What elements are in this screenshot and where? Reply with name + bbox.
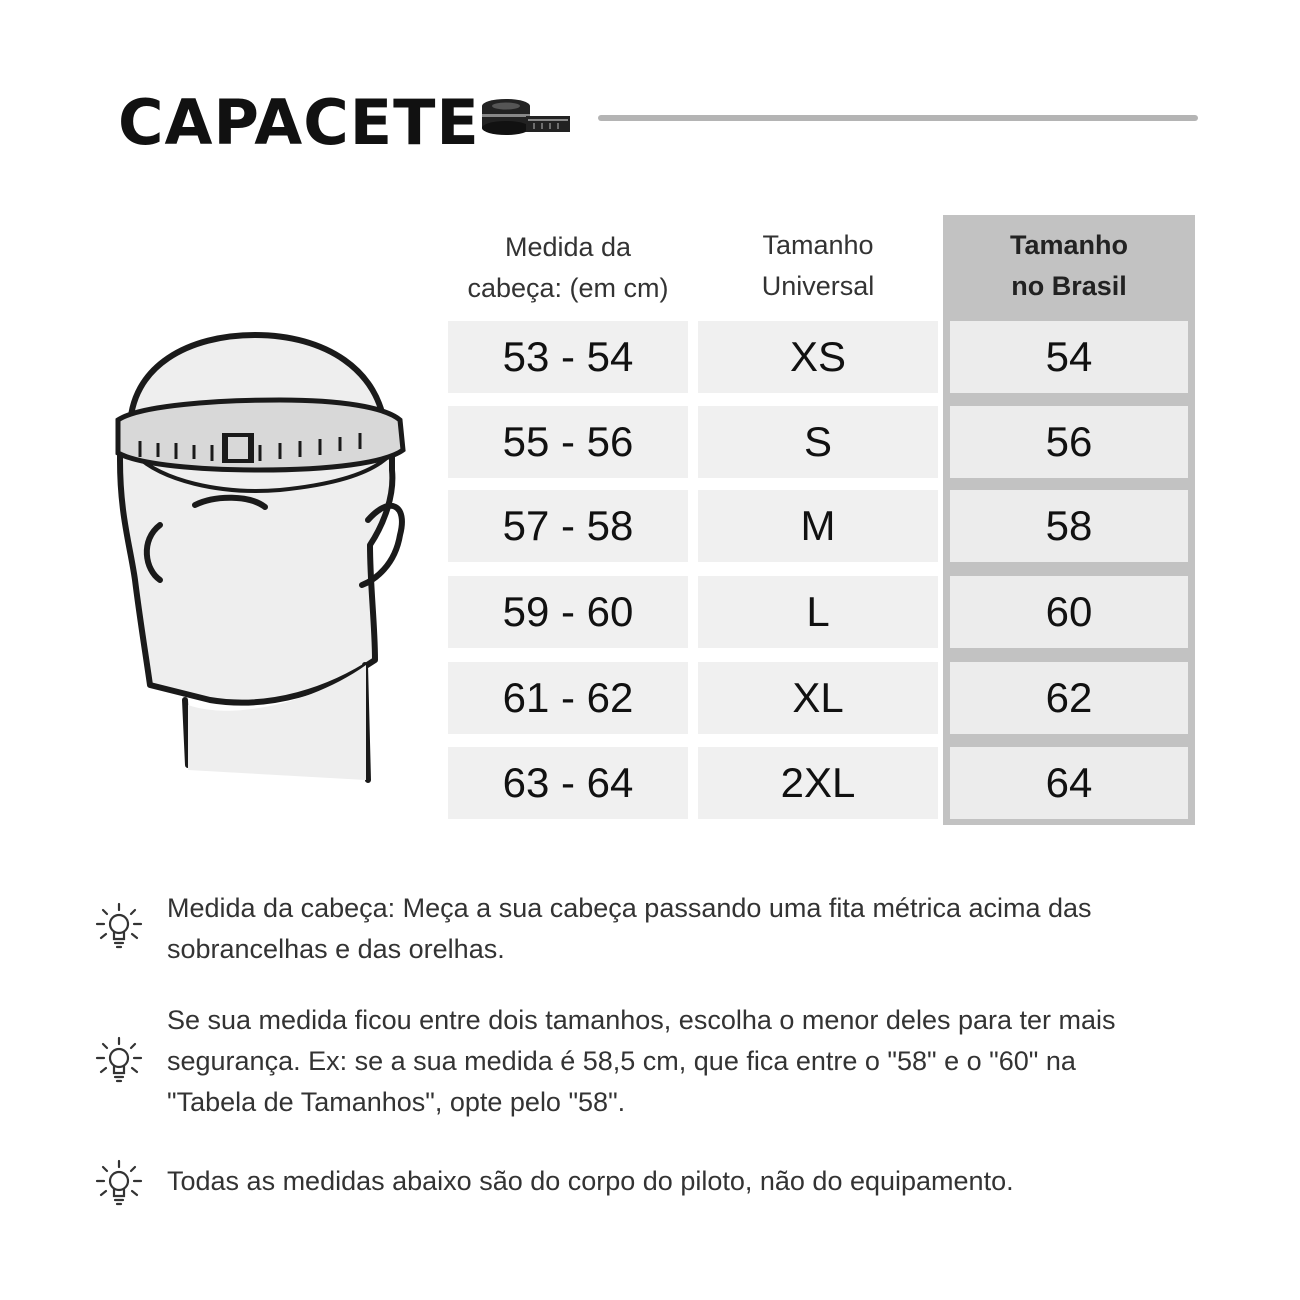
cell-universal: 2XL: [698, 747, 938, 819]
header-brasil: Tamanho no Brasil: [1009, 230, 1128, 301]
tip-line: Todas as medidas abaixo são do corpo do piloto, não do equipamento.: [167, 1166, 1014, 1196]
cell-medida: 53 - 54: [448, 321, 688, 393]
tip-line: segurança. Ex: se a sua medida é 58,5 cm, que fica entre o "58" e o "60" na: [167, 1046, 1076, 1076]
cell-brasil: 54: [950, 321, 1188, 393]
header-universal: Tamanho Universal: [761, 230, 875, 301]
cell-brasil: 56: [950, 406, 1188, 478]
cell-universal: S: [698, 406, 938, 478]
tip-line: Medida da cabeça: Meça a sua cabeça passando uma fita métrica acima das: [167, 893, 1092, 923]
cell-brasil: 64: [950, 747, 1188, 819]
tip-line: sobrancelhas e das orelhas.: [167, 934, 505, 964]
lightbulb-icon: [95, 1159, 143, 1211]
size-table: [448, 215, 1198, 825]
cell-medida: 57 - 58: [448, 490, 688, 562]
lightbulb-icon: [95, 902, 143, 954]
cell-universal: M: [698, 490, 938, 562]
lightbulb-icon: [95, 1036, 143, 1088]
title-divider: [598, 115, 1198, 121]
cell-medida: 63 - 64: [448, 747, 688, 819]
header-medida: Medida da cabeça: (em cm): [467, 232, 669, 303]
page-title: CAPACETE: [118, 86, 480, 159]
cell-universal: L: [698, 576, 938, 648]
cell-brasil: 58: [950, 490, 1188, 562]
tip-item: [95, 1000, 1215, 1130]
cell-medida: 55 - 56: [448, 406, 688, 478]
tip-line: "Tabela de Tamanhos", opte pelo "58".: [167, 1087, 626, 1117]
head-measurement-illustration: [100, 325, 420, 795]
cell-medida: 61 - 62: [448, 662, 688, 734]
tip-line: Se sua medida ficou entre dois tamanhos, escolha o menor deles para ter mais: [167, 1005, 1116, 1035]
cell-universal: XL: [698, 662, 938, 734]
tip-item: [95, 1161, 1215, 1211]
cell-universal: XS: [698, 321, 938, 393]
cell-brasil: 62: [950, 662, 1188, 734]
tip-item: [95, 888, 1215, 978]
cell-medida: 59 - 60: [448, 576, 688, 648]
measuring-tape-icon: [476, 96, 572, 140]
cell-brasil: 60: [950, 576, 1188, 648]
